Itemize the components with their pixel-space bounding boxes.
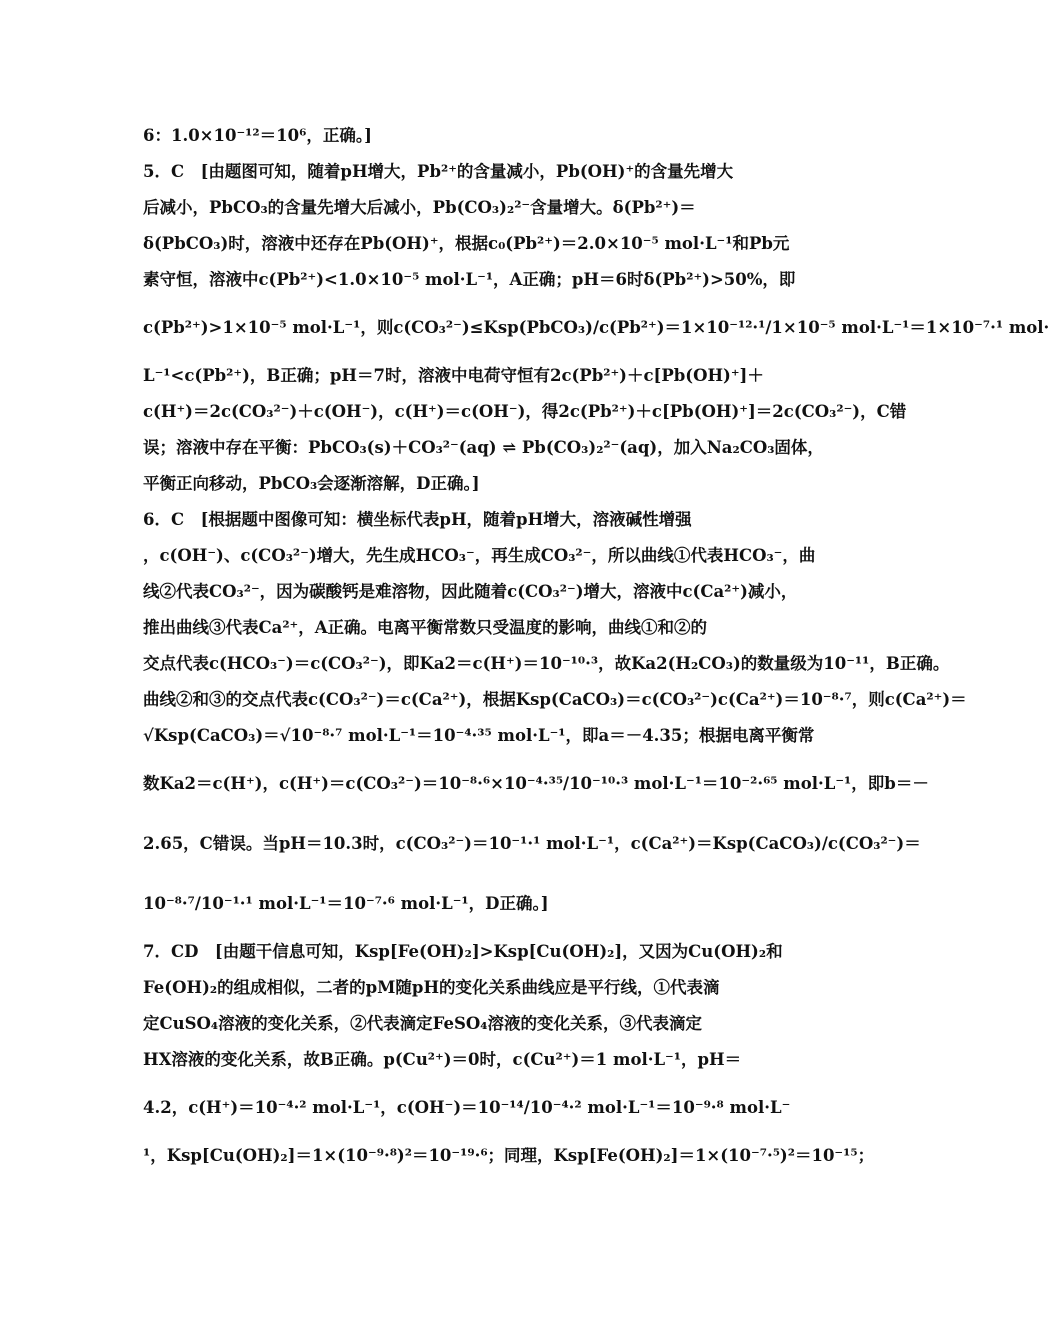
text-line: 5．C [由题图可知，随着pH增大，Pb²⁺的含量减小，Pb(OH)⁺的含量先增大 (143, 162, 734, 181)
text-line: ，c(OH⁻)、c(CO₃²⁻)增大，先生成HCO₃⁻，再生成CO₃²⁻，所以曲线①代表HCO₃⁻，曲 (143, 546, 816, 565)
formula-line: c(Pb²⁺)>1×10⁻⁵ mol·L⁻¹，则c(CO₃²⁻)≤Ksp(PbCO₃)/c(Pb²⁺)＝1×10⁻¹²·¹/1×10⁻⁵ mol·L⁻¹＝1×10⁻⁷·¹ mol· (143, 318, 1049, 337)
formula-line: 4.2，c(H⁺)＝10⁻⁴·² mol·L⁻¹，c(OH⁻)＝10⁻¹⁴/10⁻⁴·² mol·L⁻¹＝10⁻⁹·⁸ mol·L⁻ (143, 1098, 791, 1117)
formula-line: 数Ka2＝c(H⁺)，c(H⁺)＝c(CO₃²⁻)＝10⁻⁸·⁶×10⁻⁴·³⁵/10⁻¹⁰·³ mol·L⁻¹＝10⁻²·⁶⁵ mol·L⁻¹，即b＝－ (143, 774, 929, 793)
document-body (143, 118, 1049, 1174)
formula-line: 10⁻⁸·⁷/10⁻¹·¹ mol·L⁻¹＝10⁻⁷·⁶ mol·L⁻¹，D正确。] (143, 894, 549, 913)
text-line: 7．CD [由题干信息可知，Ksp[Fe(OH)₂]>Ksp[Cu(OH)₂]，又因为Cu(OH)₂和 (143, 942, 783, 961)
text-line: δ(PbCO₃)时，溶液中还存在Pb(OH)⁺，根据c₀(Pb²⁺)＝2.0×10⁻⁵ mol·L⁻¹和Pb元 (143, 234, 790, 253)
text-line: L⁻¹<c(Pb²⁺)，B正确；pH＝7时，溶液中电荷守恒有2c(Pb²⁺)＋c[Pb(OH)⁺]＋ (143, 366, 764, 385)
text-line: 平衡正向移动，PbCO₃会逐渐溶解，D正确。] (143, 474, 480, 493)
text-line: 推出曲线③代表Ca²⁺，A正确。电离平衡常数只受温度的影响，曲线①和②的 (143, 618, 708, 637)
text-line: HX溶液的变化关系，故B正确。p(Cu²⁺)＝0时，c(Cu²⁺)＝1 mol·L⁻¹，pH＝ (143, 1050, 742, 1069)
text-line: c(H⁺)＝2c(CO₃²⁻)＋c(OH⁻)，c(H⁺)＝c(OH⁻)，得2c(Pb²⁺)＋c[Pb(OH)⁺]＝2c(CO₃²⁻)，C错 (143, 402, 907, 421)
text-line: 2.65，C错误。当pH＝10.3时，c(CO₃²⁻)＝10⁻¹·¹ mol·L⁻¹，c(Ca²⁺)＝Ksp(CaCO₃)/c(CO₃²⁻)＝ (143, 834, 921, 853)
text-line: 6．C [根据题中图像可知：横坐标代表pH，随着pH增大，溶液碱性增强 (143, 510, 692, 529)
text-line: 6：1.0×10⁻¹²＝10⁶，正确。] (143, 126, 372, 145)
text-line: 定CuSO₄溶液的变化关系，②代表滴定FeSO₄溶液的变化关系，③代表滴定 (143, 1014, 702, 1033)
formula-line: √Ksp(CaCO₃)＝√10⁻⁸·⁷ mol·L⁻¹＝10⁻⁴·³⁵ mol·L⁻¹，即a＝－4.35；根据电离平衡常 (143, 726, 815, 745)
text-line: 素守恒，溶液中c(Pb²⁺)<1.0×10⁻⁵ mol·L⁻¹，A正确；pH＝6时δ(Pb²⁺)>50%，即 (143, 270, 796, 289)
text-line: 交点代表c(HCO₃⁻)＝c(CO₃²⁻)，即Ka2＝c(H⁺)＝10⁻¹⁰·³，故Ka2(H₂CO₃)的数量级为10⁻¹¹，B正确。 (143, 654, 950, 673)
text-line: 后减小，PbCO₃的含量先增大后减小，Pb(CO₃)₂²⁻含量增大。δ(Pb²⁺)＝ (143, 198, 696, 217)
text-line: 线②代表CO₃²⁻，因为碳酸钙是难溶物，因此随着c(CO₃²⁻)增大，溶液中c(Ca²⁺)减小， (143, 582, 798, 601)
text-line: 曲线②和③的交点代表c(CO₃²⁻)＝c(Ca²⁺)，根据Ksp(CaCO₃)＝c(CO₃²⁻)c(Ca²⁺)＝10⁻⁸·⁷，则c(Ca²⁺)＝ (143, 690, 967, 709)
text-line: ¹，Ksp[Cu(OH)₂]＝1×(10⁻⁹·⁸)²＝10⁻¹⁹·⁶；同理，Ksp[Fe(OH)₂]＝1×(10⁻⁷·⁵)²＝10⁻¹⁵； (143, 1146, 875, 1165)
text-line: 误；溶液中存在平衡：PbCO₃(s)＋CO₃²⁻(aq) ⇌ Pb(CO₃)₂²⁻(aq)，加入Na₂CO₃固体， (143, 438, 824, 457)
text-line: Fe(OH)₂的组成相似，二者的pM随pH的变化关系曲线应是平行线，①代表滴 (143, 978, 720, 997)
